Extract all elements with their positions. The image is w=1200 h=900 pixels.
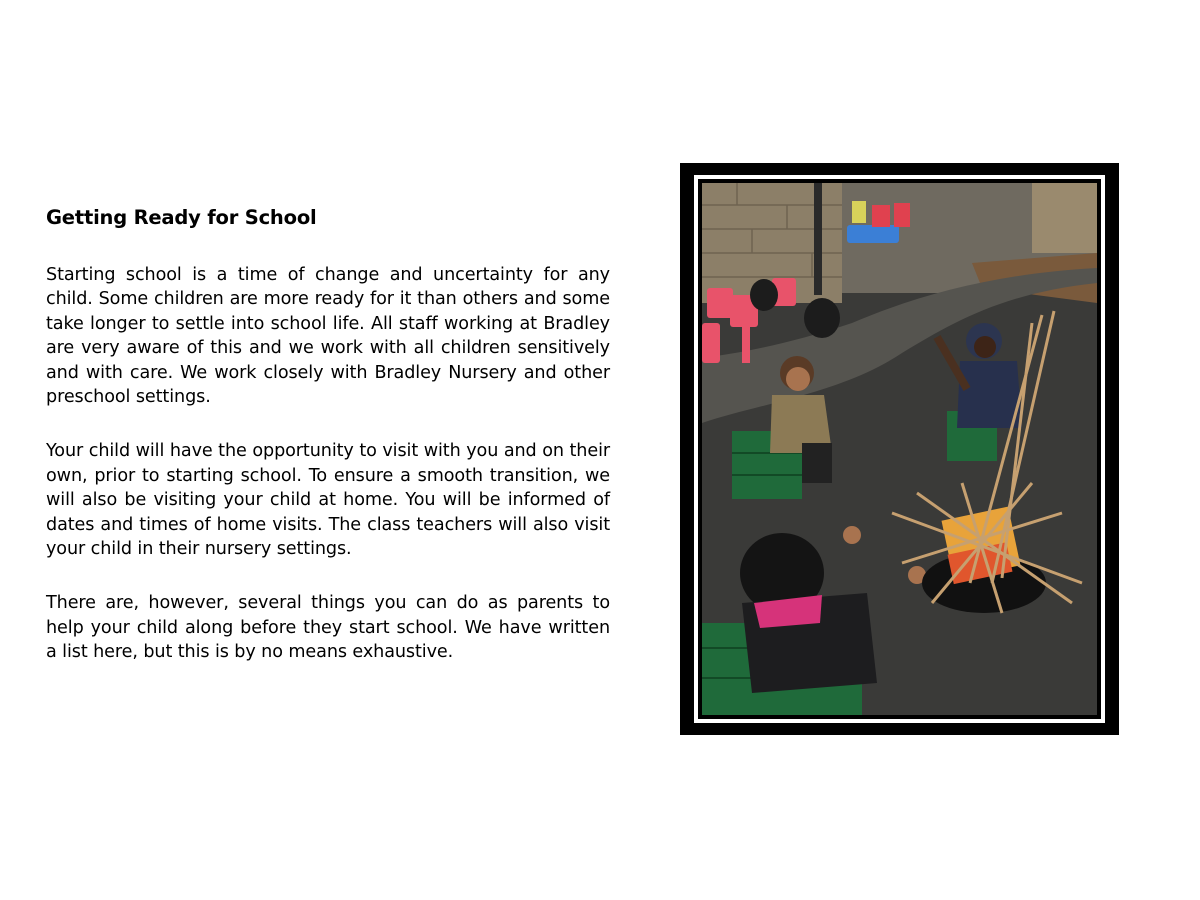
paragraph-parents: There are, however, several things you can do as parents to help your child along before they start school. We have written a list here, but this is by no means exhaustive. [46,593,610,663]
page-title: Getting Ready for School [46,206,317,229]
text-column [46,206,610,695]
blue-tray [847,225,899,243]
stone-wall-right [1032,183,1097,253]
photo-mat [694,175,1105,723]
tyre [804,298,840,338]
drainpipe [814,183,822,295]
photo-frame [680,163,1119,735]
paragraph-intro: Starting school is a time of change and uncertainty for any child. Some children are more ready for it than others and some take longer to settle into school life. All staff working at Bradley are very aware of this and we work with all children sensitively and with care. We work closely with Bradley Nursery and other preschool settings. [46,265,610,408]
playground-photo [702,183,1097,715]
paragraph-visits: Your child will have the opportunity to visit with you and on their own, prior to starting school. To ensure a smooth transition, we will also be visiting your child at home. You will be informed of dates and times of home visits. The class teachers will also visit your child in their nursery settings. [46,441,610,560]
